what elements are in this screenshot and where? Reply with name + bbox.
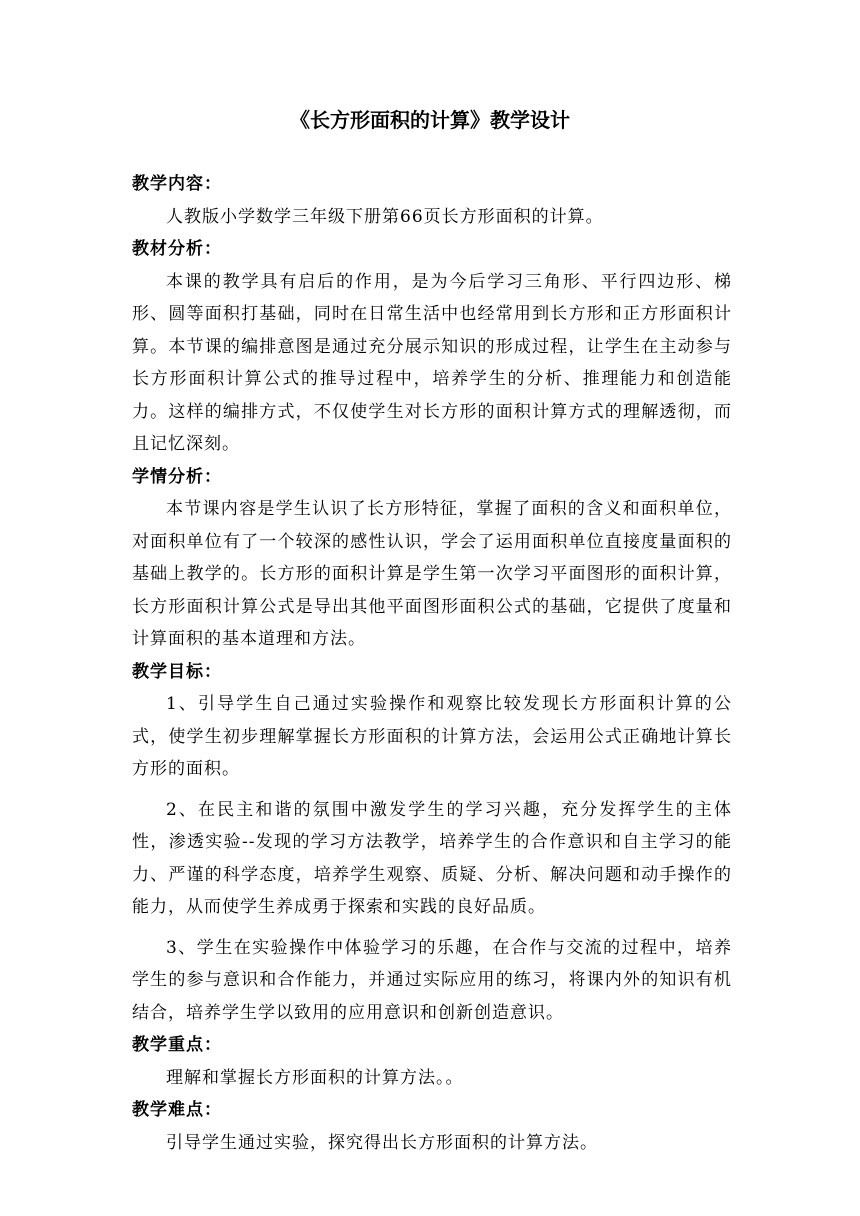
section-heading-content: 教学内容： [132, 174, 222, 194]
section-text-students: 本节课内容是学生认识了长方形特征，掌握了面积的含义和面积单位，对面积单位有了一个较深的感性认识，学会了运用面积单位直接度量面积的基础上教学的。长方形的面积计算是学生第一次学习平面图形的面积计算，长方形面积计算公式是导出其他平面图形面积公式的基础，它提供了度量和计算面积的基本道理和方法。 [132, 499, 732, 649]
section-text-key-points: 理解和掌握长方形面积的计算方法。。 [166, 1067, 464, 1088]
section-heading-objectives: 教学目标： [132, 661, 222, 682]
objective-item-3: 3、学生在实验操作中体验学习的乐趣，在合作与交流的过程中，培养学生的参与意识和合作能力，并通过实际应用的练习，将课内外的知识有机结合，培养学生学以致用的应用意识和创新创造意识。 [132, 937, 732, 1023]
section-text-difficulties: 引导学生通过实验，探究得出长方形面积的计算方法。 [166, 1132, 598, 1153]
section-heading-difficulties: 教学难点： [132, 1100, 222, 1120]
document-body [132, 168, 732, 1159]
section-heading-material: 教材分析： [132, 239, 222, 259]
objective-item-1: 1、引导学生自己通过实验操作和观察比较发现长方形面积计算的公式，使学生初步理解掌握长方形面积的计算方法，会运用公式正确地计算长方形的面积。 [132, 694, 732, 779]
section-text-material: 本课的教学具有启后的作用，是为今后学习三角形、平行四边形、梯形、圆等面积打基础，同时在日常生活中也经常用到长方形和正方形面积计算。本节课的编排意图是通过充分展示知识的形成过程，让学生在主动参与长方形面积计算公式的推导过程中，培养学生的分析、推理能力和创造能力。这样的编排方式，不仅使学生对长方形的面积计算方式的理解透彻，而且记忆深刻。 [132, 271, 732, 454]
objective-item-2: 2、在民主和谐的氛围中激发学生的学习兴趣，充分发挥学生的主体性，渗透实验--发现的学习方法教学，培养学生的合作意识和自主学习的能力、严谨的科学态度，培养学生观察、质疑、分析、解决问题和动手操作的能力，从而使学生养成勇于探索和实践的良好品质。 [132, 799, 732, 917]
section-heading-key-points: 教学重点： [132, 1035, 222, 1055]
document-title: 《长方形面积的计算》教学设计 [290, 108, 570, 132]
section-heading-students: 学情分析： [132, 466, 222, 487]
section-text-content: 人教版小学数学三年级下册第66页长方形面积的计算。 [166, 206, 604, 227]
